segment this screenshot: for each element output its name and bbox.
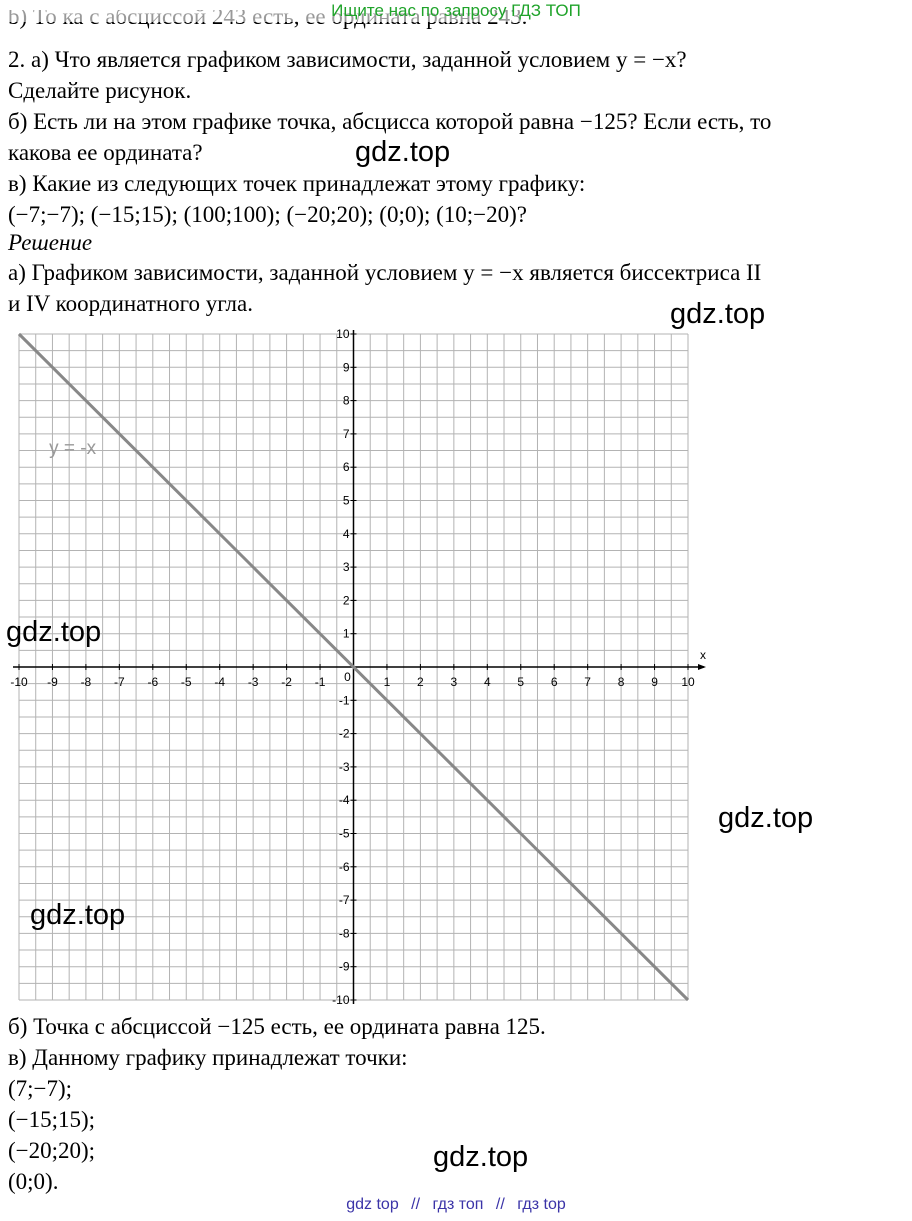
solution-a-line-1: а) Графиком зависимости, заданной условием y = −x является биссектриса II (8, 260, 762, 285)
watermark: gdz.top (670, 298, 766, 330)
x-tick-label: -4 (214, 675, 226, 689)
watermark: gdz.top (30, 899, 126, 931)
point-item: (−20;20); (8, 1138, 96, 1163)
y-tick-label: -1 (338, 693, 350, 708)
solution-a-line-2: и IV координатного угла. (8, 291, 253, 316)
problem-line-5: в) Какие из следующих точек принадлежат этому графику: (8, 171, 586, 196)
x-tick-label: 3 (450, 675, 458, 689)
series-label: y = -x (49, 437, 97, 459)
watermark: gdz.top (6, 616, 102, 648)
y-tick-label: 4 (342, 526, 350, 541)
y-tick-label: -3 (338, 759, 350, 774)
x-tick-label: 0 (344, 670, 351, 684)
x-tick-label: -2 (281, 675, 292, 689)
x-tick-label: 4 (483, 675, 491, 689)
solution-c-line: в) Данному графику принадлежат точки: (8, 1045, 408, 1070)
x-tick-label: 6 (550, 675, 558, 689)
x-tick-label: 7 (584, 675, 591, 689)
x-tick-label: -6 (147, 675, 159, 689)
y-tick-label: -10 (332, 993, 350, 1007)
problem-line-2: Сделайте рисунок. (8, 78, 192, 103)
x-tick-label: 2 (417, 675, 424, 689)
x-tick-label: 1 (383, 675, 391, 689)
x-tick-label: -1 (314, 675, 326, 689)
y-tick-label: 1 (342, 626, 350, 641)
problem-line-6: (−7;−7); (−15;15); (100;100); (−20;20); (0;0); (10;−20)? (8, 202, 528, 227)
x-tick-label: -3 (247, 675, 259, 689)
solution-b-line: б) Точка с абсциссой −125 есть, ее ордината равна 125. (8, 1014, 546, 1039)
watermark: gdz.top (718, 802, 814, 834)
watermark: gdz.top (433, 1141, 529, 1173)
y-tick-label: 9 (342, 360, 350, 375)
footer-link[interactable]: gdz top (346, 1196, 399, 1213)
y-tick-label: -7 (338, 893, 350, 908)
y-tick-label: 7 (342, 426, 350, 441)
y-tick-label: 10 (336, 328, 350, 341)
x-tick-label: 9 (651, 675, 658, 689)
x-tick-label: -7 (114, 675, 125, 689)
y-tick-label: 6 (342, 460, 350, 475)
problem-line-4: какова ее ордината? (8, 140, 203, 165)
y-tick-label: 3 (342, 560, 350, 575)
y-tick-label: 2 (342, 593, 350, 608)
y-tick-label: 5 (342, 493, 350, 508)
problem-line-1: 2. а) Что является графиком зависимости, заданной условием y = −x? (8, 47, 687, 72)
footer-separator: // (411, 1196, 421, 1213)
x-tick-label: -5 (180, 675, 192, 689)
y-tick-label: -4 (338, 793, 350, 808)
x-tick-label: -8 (80, 675, 92, 689)
footer-links (0, 1196, 912, 1214)
y-tick-label: -2 (338, 726, 350, 741)
footer-link[interactable]: гдз top (517, 1196, 566, 1213)
y-tick-label: -5 (338, 826, 350, 841)
problem-line-3: б) Есть ли на этом графике точка, абсцисса которой равна −125? Если есть, то (8, 109, 772, 134)
x-tick-label: 5 (517, 675, 525, 689)
y-tick-label: -9 (338, 959, 350, 974)
x-axis-arrow (698, 664, 706, 670)
point-item: (0;0). (8, 1169, 59, 1194)
x-tick-label: -9 (47, 675, 58, 689)
footer-separator: // (495, 1196, 505, 1213)
y-tick-label: 8 (342, 393, 350, 408)
x-axis-label: x (700, 648, 706, 662)
point-item: (−15;15); (8, 1107, 96, 1132)
x-tick-label: 10 (681, 675, 695, 689)
y-tick-label: -6 (338, 859, 350, 874)
point-item: (7;−7); (8, 1076, 73, 1101)
solution-heading: Решение (8, 230, 93, 255)
x-tick-label: 8 (617, 675, 625, 689)
x-tick-label: -10 (10, 675, 28, 689)
watermark: gdz.top (355, 136, 451, 168)
y-tick-label: -8 (338, 926, 350, 941)
footer-link[interactable]: гдз топ (432, 1196, 484, 1213)
search-banner[interactable]: Ищите нас по запросу ГДЗ ТОП (0, 0, 912, 22)
